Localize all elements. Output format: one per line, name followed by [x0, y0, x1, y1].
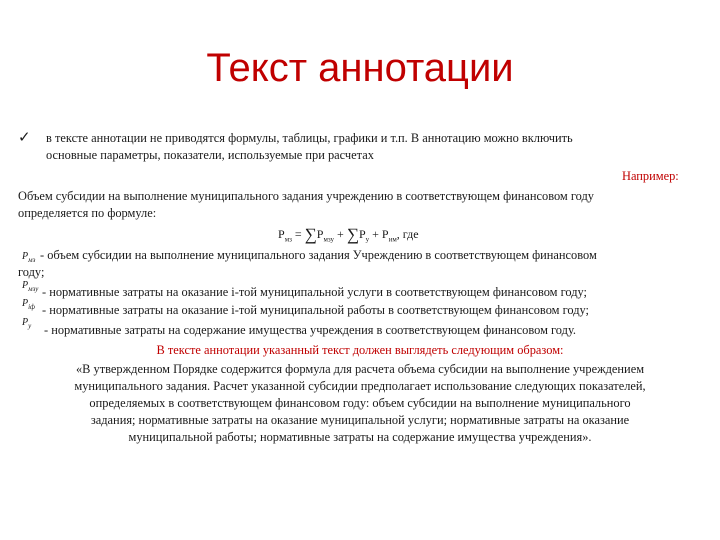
formula-eq: = — [291, 227, 305, 241]
example-label: Например: — [622, 169, 679, 183]
slide-title: Текст аннотации — [206, 46, 514, 90]
formula-sigma-2: ∑ — [346, 225, 359, 244]
formula-term-2-sub: у — [365, 235, 370, 244]
formula-term-1: P — [316, 227, 324, 241]
bullet-line-2: основные параметры, показатели, используемые при расчетах — [46, 148, 374, 162]
symbol-sub: iф — [28, 303, 36, 311]
bullet-line-1: в тексте аннотации не приводятся формулы, таблицы, графики и т.п. В аннотацию можно включить — [46, 131, 573, 145]
formula-lhs: P — [278, 227, 285, 241]
definition-line: - нормативные затраты на содержание имущества учреждения в соответствующем финансовом году. — [44, 323, 576, 337]
formula-tail: , где — [396, 227, 419, 241]
symbol-letter: P — [22, 251, 29, 262]
symbol-letter: P — [22, 317, 29, 328]
formula-term-2: P — [358, 227, 366, 241]
symbol-letter: P — [22, 298, 29, 309]
checkmark-icon: ✓ — [18, 128, 31, 146]
definition-line: - объем субсидии на выполнение муниципального задания Учреждению в соответствующем финансовом — [40, 248, 597, 262]
definition-symbol — [22, 298, 35, 313]
symbol-sub: мз — [28, 256, 36, 264]
quote-line: муниципального задания. Расчет указанной субсидии предполагает использование следующих показателей, — [74, 379, 646, 393]
quote-line: определяемых в соответствующем финансовом году: объем субсидии на выполнение муниципального — [89, 396, 631, 410]
quote-line: «В утвержденном Порядке содержится формула для расчета объема субсидии на выполнение учреждением — [75, 362, 645, 376]
definition-line: - нормативные затраты на оказание i-той муниципальной услуги в соответствующем финансовом году; — [42, 285, 587, 299]
quote-line: муниципальной работы; нормативные затраты на содержание имущества учреждения». — [128, 430, 592, 444]
symbol-letter: P — [22, 280, 29, 291]
formula-term-3: P — [381, 227, 389, 241]
intro-line-1: Объем субсидии на выполнение муниципального задания учреждению в соответствующем финансовом году — [18, 189, 594, 203]
formula-plus-1: + — [334, 227, 347, 241]
intro-line-2: определяется по формуле: — [18, 206, 157, 220]
definition-line-cont: году; — [18, 265, 45, 279]
formula-term-1-sub: мзу — [323, 235, 335, 244]
formula-lhs-sub: мз — [284, 235, 292, 244]
instruction-text: В тексте аннотации указанный текст должен выглядеть следующим образом: — [156, 343, 564, 357]
symbol-sub: мзу — [28, 285, 39, 293]
symbol-sub: у — [28, 322, 32, 330]
definition-symbol — [22, 280, 38, 295]
formula-plus-2: + — [369, 227, 382, 241]
formula-sigma-1: ∑ — [304, 225, 317, 244]
formula — [278, 224, 419, 244]
formula-term-3-sub: им — [388, 235, 397, 244]
quote-line: задания; нормативные затраты на оказание муниципальной услуги; нормативные затраты на оказание — [90, 413, 630, 427]
definition-symbol — [22, 317, 31, 332]
definition-line: - нормативные затраты на оказание i-той муниципальной работы в соответствующем финансовом году; — [42, 303, 589, 317]
